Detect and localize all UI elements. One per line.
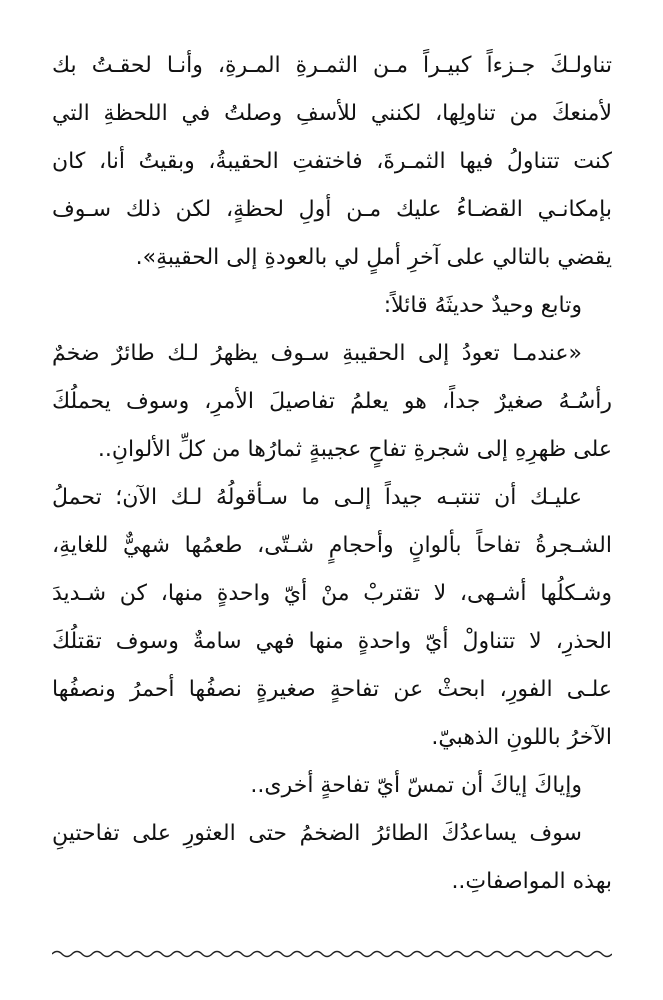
text-line: علـى الفورِ، ابحثْ عن تفاحةٍ صغيرةٍ نصفُها أحمرُ ونصفُها — [52, 677, 612, 702]
text-line: كنت تتناولُ فيها الثمـرةَ، فاختفتِ الحقيبةُ، وبقيتُ أنا، كان — [52, 149, 612, 174]
text-line: بهذه المواصفاتِ.. — [451, 869, 612, 894]
text-line: الشـجرةُ تفاحاً بألوانٍ وأحجامٍ شـتّى، طعمُها شهيٌّ للغايةِ، — [52, 533, 612, 558]
text-line: يقضي بالتالي على آخرِ أملٍ لي بالعودةِ إلى الحقيبةِ». — [135, 245, 612, 270]
text-line: لأمنعكَ من تناولِها، لكنني للأسفِ وصلتُ في اللحظةِ التي — [52, 101, 612, 126]
text-line: وشـكلُها أشـهى، لا تقتربْ منْ أيّ واحدةٍ منها، كن شـديدَ — [52, 581, 612, 606]
text-line: تناولـكَ جـزءاً كبيـراً مـن الثمـرةِ المـرةِ، وأنـا لحقـتُ بك — [52, 53, 612, 78]
text-line: الحذرِ، لا تتناولْ أيّ واحدةٍ منها فهي سامةٌ وسوف تقتلُكَ — [52, 629, 612, 654]
text-line: «عندمـا تعودُ إلى الحقيبةِ سـوف يظهرُ لـك طائرٌ ضخمٌ — [52, 341, 582, 366]
text-line: سوف يساعدُكَ الطائرُ الضخمُ حتى العثورِ على تفاحتينِ — [52, 821, 582, 846]
wavy-divider — [52, 948, 612, 960]
text-line: وإياكَ إياكَ أن تمسّ أيّ تفاحةٍ أخرى.. — [250, 773, 582, 798]
text-line: بإمكانـي القضـاءُ عليك مـن أولِ لحظةٍ، لكن ذلك سـوف — [52, 197, 612, 222]
text-line: وتابع وحيدٌ حديثَهُ قائلاً: — [383, 293, 582, 318]
text-line: رأسُـهُ صغيرٌ جداً، هو يعلمُ تفاصيلَ الأمرِ، وسوف يحملُكَ — [52, 389, 612, 414]
text-line: الآخرُ باللونِ الذهبيّ. — [431, 725, 612, 750]
text-line: على ظهرِهِ إلى شجرةِ تفاحٍ عجيبةٍ ثمارُها من كلِّ الألوانِ.. — [97, 437, 612, 462]
text-line: عليـك أن تنتبـه جيداً إلـى ما سـأقولُهُ لـك الآن؛ تحملُ — [52, 485, 582, 510]
book-page-text — [52, 42, 612, 906]
